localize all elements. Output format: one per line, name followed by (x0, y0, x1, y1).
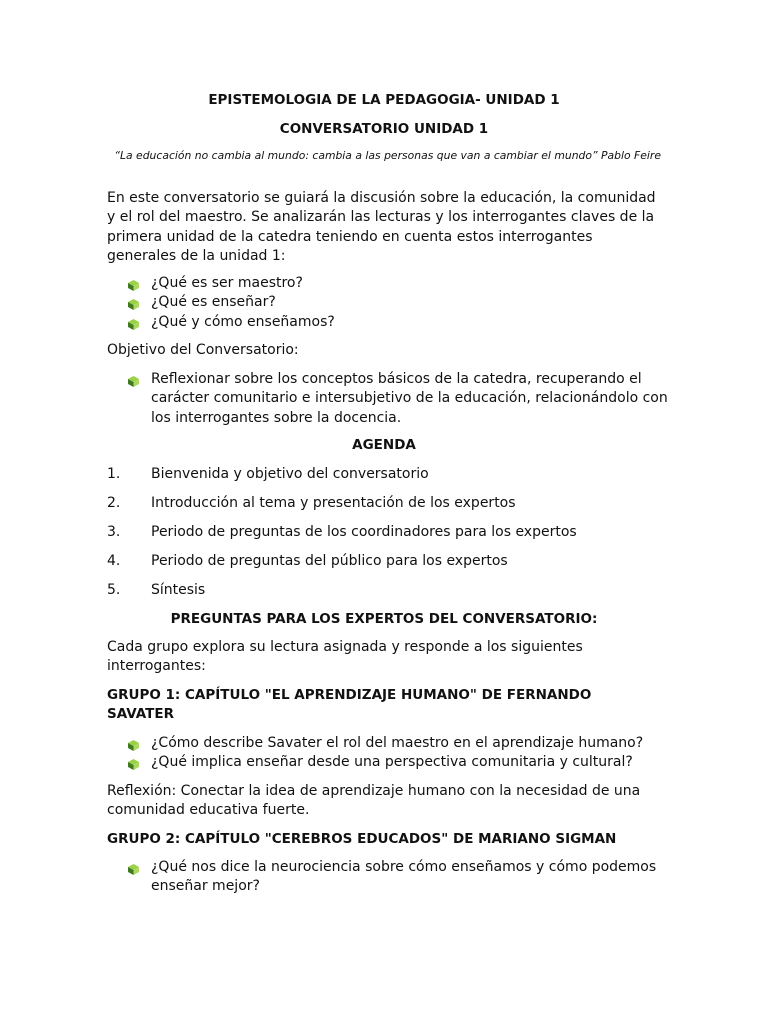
list-item: ¿Qué es ser maestro? (128, 274, 668, 293)
agenda-item-number: 1. (107, 466, 121, 482)
document-subtitle: CONVERSATORIO UNIDAD 1 (279, 121, 489, 137)
green-cube-bullet-icon (128, 297, 139, 308)
list-item: ¿Qué es enseñar? (128, 293, 668, 312)
intro-paragraph: En este conversatorio se guiará la discusión sobre la educación, la comunidad y el rol del maestro. Se analizarán las lecturas y los interrogantes claves de la primera unidad de la catedra teniendo en cuenta estos interrogantes generales de la unidad 1: (107, 190, 656, 264)
group2-questions-list (128, 858, 668, 897)
list-item: ¿Cómo describe Savater el rol del maestro en el aprendizaje humano? (128, 734, 668, 753)
agenda-item-text: Periodo de preguntas del público para los expertos (151, 553, 508, 569)
group1-heading: GRUPO 1: CAPÍTULO "EL APRENDIZAJE HUMANO" DE FERNANDO SAVATER (107, 687, 592, 723)
group2-heading: GRUPO 2: CAPÍTULO "CEREBROS EDUCADOS" DE MARIANO SIGMAN (107, 831, 617, 847)
agenda-item-text: Periodo de preguntas de los coordinadores para los expertos (151, 524, 577, 540)
questions-intro: Cada grupo explora su lectura asignada y responde a los siguientes interrogantes: (107, 639, 583, 675)
agenda-item-text: Introducción al tema y presentación de los expertos (151, 495, 516, 511)
agenda-item-number: 3. (107, 524, 121, 540)
group1-questions-list (128, 734, 668, 773)
agenda-item-text: Bienvenida y objetivo del conversatorio (151, 466, 429, 482)
objective-label: Objetivo del Conversatorio: (107, 342, 299, 358)
list-item: Reflexionar sobre los conceptos básicos de la catedra, recuperando el carácter comunitario e intersubjetivo de la educación, relacionándolo con los interrogantes sobre la docencia. (128, 370, 668, 428)
agenda-item-number: 5. (107, 582, 121, 598)
agenda-item-number: 2. (107, 495, 121, 511)
list-item: ¿Qué nos dice la neurociencia sobre cómo enseñamos y cómo podemos enseñar mejor? (128, 858, 668, 897)
green-cube-bullet-icon (128, 738, 139, 749)
objective-list (128, 370, 668, 428)
green-cube-bullet-icon (128, 862, 139, 873)
group1-reflection: Reflexión: Conectar la idea de aprendizaje humano con la necesidad de una comunidad educativa fuerte. (107, 783, 641, 819)
questions-heading: PREGUNTAS PARA LOS EXPERTOS DEL CONVERSATORIO: (170, 611, 598, 627)
green-cube-bullet-icon (128, 374, 139, 385)
document-title: EPISTEMOLOGIA DE LA PEDAGOGIA- UNIDAD 1 (208, 92, 560, 108)
intro-questions-list (128, 274, 668, 332)
green-cube-bullet-icon (128, 317, 139, 328)
green-cube-bullet-icon (128, 278, 139, 289)
list-item: ¿Qué implica enseñar desde una perspectiva comunitaria y cultural? (128, 753, 668, 772)
agenda-item-text: Síntesis (151, 582, 206, 598)
list-item: ¿Qué y cómo enseñamos? (128, 313, 668, 332)
epigraph-quote: “La educación no cambia al mundo: cambia a las personas que van a cambiar el mundo” Pablo Feire (114, 149, 661, 162)
agenda-heading: AGENDA (352, 437, 416, 453)
green-cube-bullet-icon (128, 757, 139, 768)
agenda-item-number: 4. (107, 553, 121, 569)
